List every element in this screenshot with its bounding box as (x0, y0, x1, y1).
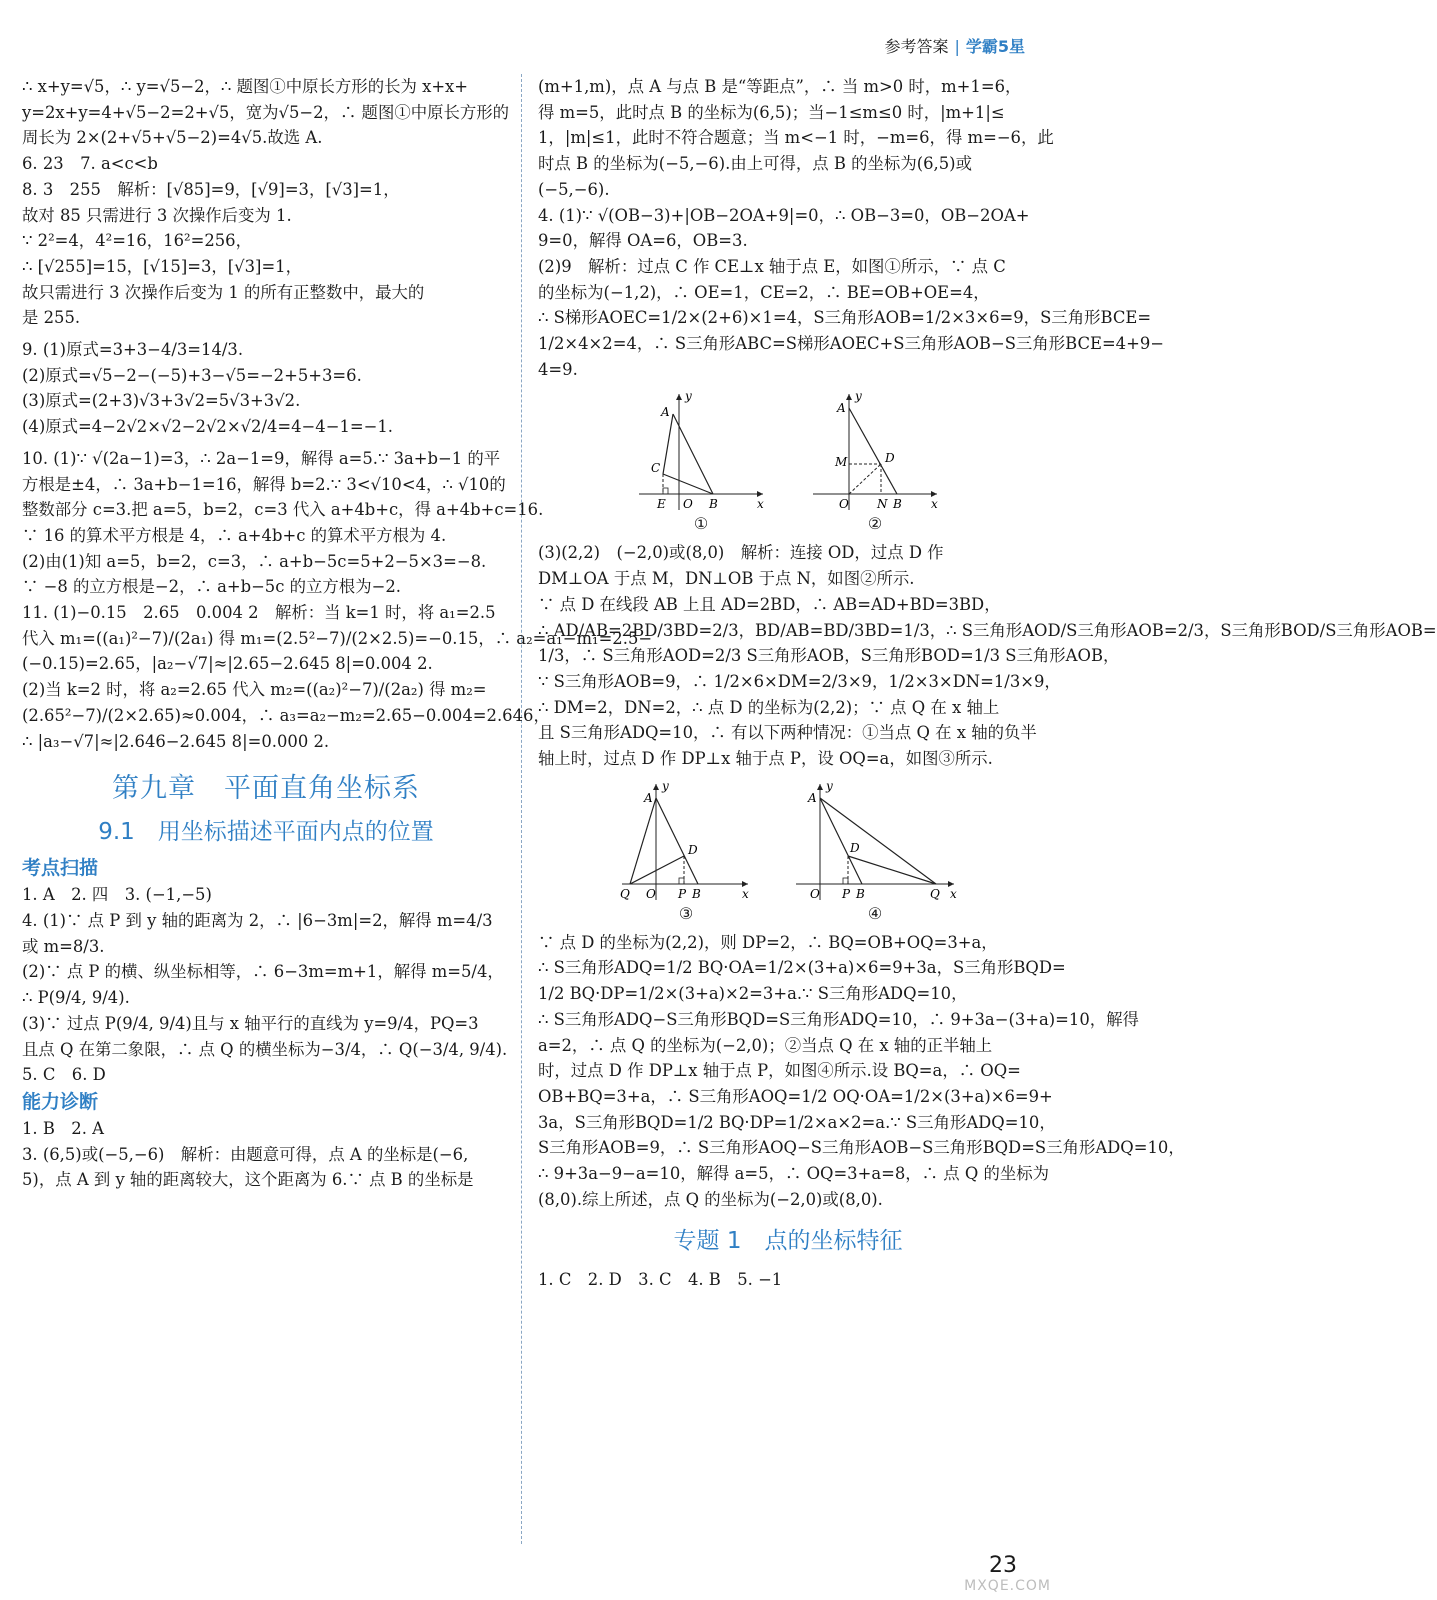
answer-line: 4=9. (538, 359, 578, 379)
header-ref: 参考答案 (884, 37, 949, 56)
nengli-heading: 能力诊断 (22, 1090, 99, 1113)
answer-line: 6. 23 7. a<c<b (22, 154, 158, 174)
fig3-label-d: D (688, 842, 698, 857)
answer-line: (−0.15)=2.65，|a₂−√7|≈|2.65−2.645 8|=0.004 2. (22, 654, 433, 674)
answer-line: (−5,−6). (538, 179, 610, 199)
answer-line: 9=0，解得 OA=6，OB=3. (538, 231, 748, 251)
answer-line: ∴ 9+3a−9−a=10，解得 a=5，∴ OQ=3+a=8，∴ 点 Q 的坐标为 (538, 1164, 1050, 1184)
answer-line: (8,0).综上所述，点 Q 的坐标为(−2,0)或(8,0). (538, 1189, 883, 1209)
fig4-label-y: y (826, 778, 833, 793)
answer-line: ∵ 16 的算术平方根是 4，∴ a+4b+c 的算术平方根为 4. (22, 525, 447, 545)
answer-line: 10. (1)∵ √(2a−1)=3，∴ 2a−1=9，解得 a=5.∵ 3a+b−1 的平 (22, 448, 501, 468)
answer-line: 1/3，∴ S三角形AOD=2/3 S三角形AOB，S三角形BOD=1/3 S三角形AOB， (538, 646, 1120, 666)
answer-line: 且点 Q 在第二象限，∴ 点 Q 的横坐标为−3/4，∴ Q(−3/4, 9/4). (22, 1039, 508, 1059)
answer-line: (3)原式=(2+3)√3+3√2=5√3+3√2. (22, 391, 301, 411)
fig4-label-p: P (842, 886, 851, 901)
kaodian-heading: 考点扫描 (22, 857, 99, 880)
fig2-label-x: x (931, 497, 938, 512)
fig4-label-q: Q (930, 886, 940, 901)
fig2-label-d: D (885, 451, 895, 466)
answer-line: ∵ −8 的立方根是−2，∴ a+b−5c 的立方根为−2. (22, 577, 401, 597)
figure-1 (631, 386, 771, 534)
chapter-title: 第九章 平面直角坐标系 (112, 773, 420, 805)
answer-line: (4)原式=4−2√2×√2−2√2×√2/4=4−4−1=−1. (22, 417, 393, 437)
fig3-label-p: P (678, 886, 687, 901)
figure-row-1 (538, 386, 1038, 534)
fig2-label-n: N (877, 497, 888, 512)
answer-line: 3. (6,5)或(−5,−6) 解析：由题意可得，点 A 的坐标是(−6, (22, 1144, 469, 1164)
answer-line: ∴ x+y=√5，∴ y=√5−2，∴ 题图①中原长方形的长为 x+x+ (22, 77, 469, 96)
figure-3 (616, 776, 756, 924)
answer-line: 是 255. (22, 308, 81, 328)
answer-line: y=2x+y=4+√5−2=2+√5，宽为√5−2，∴ 题图①中原长方形的 (22, 102, 510, 122)
answer-line: 1/2×4×2=4，∴ S三角形ABC=S梯形AOEC+S三角形AOB−S三角形BCE=4+9− (538, 334, 1165, 354)
answer-line: (2)原式=√5−2−(−5)+3−√5=−2+5+3=6. (22, 365, 362, 385)
answer-line: 1. A 2. 四 3. (−1,−5) (22, 885, 212, 905)
answer-line: OB+BQ=3+a，∴ S三角形AOQ=1/2 OQ·OA=1/2×(3+a)×6=9+ (538, 1086, 1053, 1106)
answer-line: 时点 B 的坐标为(−5,−6).由上可得，点 B 的坐标为(6,5)或 (538, 154, 972, 174)
fig1-label-e: E (657, 497, 666, 512)
fig4-label-x: x (950, 886, 957, 901)
answer-line: a=2，∴ 点 Q 的坐标为(−2,0)；②当点 Q 在 x 轴的正半轴上 (538, 1035, 993, 1055)
topic-answers: 1. C 2. D 3. C 4. B 5. −1 (538, 1269, 783, 1289)
answer-line: 整数部分 c=3.把 a=5，b=2，c=3 代入 a+4b+c，得 a+4b+c=16. (22, 500, 544, 520)
answer-line: ∴ DM=2，DN=2，∴ 点 D 的坐标为(2,2)；∵ 点 Q 在 x 轴上 (538, 697, 1000, 717)
answer-line: ∴ [√255]=15，[√15]=3，[√3]=1， (22, 256, 302, 276)
fig3-label-q: Q (620, 886, 630, 901)
fig4-label-d: D (850, 840, 860, 855)
answer-line: (2)9 解析：过点 C 作 CE⊥x 轴于点 E，如图①所示，∵ 点 C (538, 256, 1006, 276)
fig1-label-a: A (661, 405, 670, 420)
page-header (884, 34, 1025, 57)
topic-title: 专题 1 点的坐标特征 (673, 1227, 903, 1254)
answer-line: 故只需进行 3 次操作后变为 1 的所有正整数中，最大的 (22, 282, 425, 302)
answer-line: ∴ AD/AB=2BD/3BD=2/3，BD/AB=BD/3BD=1/3，∴ S三角形AOD/S三角形AOB=2/3，S三角形BOD/S三角形AOB= (538, 620, 1437, 640)
fig2-label-y: y (855, 389, 862, 404)
fig1-label-y: y (685, 389, 692, 404)
fig1-label-x: x (757, 497, 764, 512)
answer-line: 3a，S三角形BQD=1/2 BQ·DP=1/2×a×2=a.∵ S三角形ADQ=10， (538, 1112, 1056, 1132)
answer-line: (2)由(1)知 a=5，b=2，c=3，∴ a+b−5c=5+2−5×3=−8. (22, 551, 487, 571)
answer-line: 11. (1)−0.15 2.65 0.004 2 解析：当 k=1 时，将 a₁=2.5 (22, 603, 496, 623)
answer-line: (3)(2,2) (−2,0)或(8,0) 解析：连接 OD，过点 D 作 (538, 543, 944, 563)
fig4-label-o: O (810, 886, 820, 901)
answer-line: (2)当 k=2 时，将 a₂=2.65 代入 m₂=((a₂)²−7)/(2a₂) 得 m₂= (22, 680, 487, 700)
watermark: MXQE.COM (964, 1578, 1051, 1594)
fig2-label-a: A (837, 401, 846, 416)
fig2-label-m: M (835, 455, 848, 470)
answer-line: ∵ 点 D 在线段 AB 上且 AD=2BD，∴ AB=AD+BD=3BD， (538, 594, 1001, 614)
header-separator: | (954, 37, 960, 56)
fig4-label-b: B (856, 886, 865, 901)
fig1-label-o: O (683, 497, 693, 512)
fig3-label-x: x (742, 886, 749, 901)
fig3-label-a: A (644, 790, 653, 805)
answer-line: 故对 85 只需进行 3 次操作后变为 1. (22, 205, 292, 225)
answer-line: (m+1,m)，点 A 与点 B 是“等距点”，∴ 当 m>0 时，m+1=6， (538, 77, 1022, 96)
answer-line: 5. C 6. D (22, 1065, 106, 1085)
answer-line: 4. (1)∵ 点 P 到 y 轴的距离为 2，∴ |6−3m|=2，解得 m=4/3 (22, 910, 493, 930)
answer-line: 5)，点 A 到 y 轴的距离较大，这个距离为 6.∵ 点 B 的坐标是 (22, 1170, 474, 1190)
column-divider (521, 74, 522, 1544)
answer-line: ∴ S三角形ADQ=1/2 BQ·OA=1/2×(3+a)×6=9+3a，S三角形BQD= (538, 958, 1066, 978)
answer-line: 周长为 2×(2+√5+√5−2)=4√5.故选 A. (22, 128, 323, 148)
answer-line: ∵ S三角形AOB=9，∴ 1/2×6×DM=2/3×9，1/2×3×DN=1/3×9， (538, 671, 1061, 691)
figure-2 (805, 386, 945, 534)
answer-line: 且 S三角形ADQ=10，∴ 有以下两种情况：①当点 Q 在 x 轴的负半 (538, 723, 1037, 743)
fig3-label-b: B (692, 886, 701, 901)
fig1-label-b: B (709, 497, 718, 512)
fig1-label-c: C (651, 461, 661, 476)
answer-line: 得 m=5，此时点 B 的坐标为(6,5)；当−1≤m≤0 时，|m+1|≤ (538, 102, 1005, 122)
answer-line: DM⊥OA 于点 M，DN⊥OB 于点 N，如图②所示. (538, 569, 915, 589)
answer-line: ∴ |a₃−√7|≈|2.646−2.645 8|=0.000 2. (22, 731, 330, 751)
answer-line: ∴ P(9/4, 9/4). (22, 988, 130, 1008)
answer-line: (3)∵ 过点 P(9/4, 9/4)且与 x 轴平行的直线为 y=9/4，PQ=3 (22, 1013, 479, 1033)
answer-line: ∵ 点 D 的坐标为(2,2)，则 DP=2，∴ BQ=OB+OQ=3+a， (538, 932, 998, 952)
answer-line: ∵ 2²=4，4²=16，16²=256， (22, 231, 253, 251)
fig2-label-b: B (893, 497, 902, 512)
figure-4-caption: ④ (867, 903, 883, 923)
page-number: 23 (989, 1553, 1017, 1578)
answer-line: 时，过点 D 作 DP⊥x 轴于点 P，如图④所示.设 BQ=a，∴ OQ= (538, 1061, 1021, 1081)
header-brand: 学霸5星 (965, 37, 1025, 56)
answer-line: (2.65²−7)/(2×2.65)≈0.004，∴ a₃=a₂−m₂=2.65−0.004=2.646， (22, 705, 550, 725)
figure-row-2 (538, 776, 1038, 924)
fig4-label-a: A (808, 790, 817, 805)
answer-line: 1. B 2. A (22, 1118, 104, 1138)
answer-line: 8. 3 255 解析：[√85]=9，[√9]=3，[√3]=1， (22, 179, 400, 199)
fig3-label-o: O (646, 886, 656, 901)
answer-line: 9. (1)原式=3+3−4/3=14/3. (22, 340, 244, 360)
answer-line: 1，|m|≤1，此时不符合题意；当 m<−1 时，−m=6，得 m=−6，此 (538, 128, 1054, 148)
right-column (538, 74, 1437, 1292)
answer-line: 代入 m₁=((a₁)²−7)/(2a₁) 得 m₁=(2.5²−7)/(2×2.5)=−0.15，∴ a₂=a₁−m₁=2.5− (22, 628, 653, 648)
figure-3-caption: ③ (678, 903, 694, 923)
answer-line: 的坐标为(−1,2)，∴ OE=1，CE=2，∴ BE=OB+OE=4， (538, 282, 990, 302)
answer-line: ∴ S梯形AOEC=1/2×(2+6)×1=4，S三角形AOB=1/2×3×6=9，S三角形BCE= (538, 308, 1152, 328)
figure-4 (790, 776, 960, 924)
answer-line: 方根是±4，∴ 3a+b−1=16，解得 b=2.∵ 3<√10<4，∴ √10的 (22, 474, 506, 494)
answer-line: 或 m=8/3. (22, 936, 105, 956)
fig3-label-y: y (662, 778, 669, 793)
answer-line: 1/2 BQ·DP=1/2×(3+a)×2=3+a.∵ S三角形ADQ=10， (538, 984, 968, 1004)
figure-2-caption: ② (867, 514, 883, 534)
answer-line: S三角形AOB=9，∴ S三角形AOQ−S三角形AOB−S三角形BQD=S三角形ADQ=10， (538, 1138, 1185, 1158)
figure-1-caption: ① (693, 514, 709, 534)
fig2-label-o: O (839, 497, 849, 512)
answer-line: 4. (1)∵ √(OB−3)+|OB−2OA+9|=0，∴ OB−3=0，OB−2OA+ (538, 205, 1030, 225)
section-title: 9.1 用坐标描述平面内点的位置 (98, 819, 434, 846)
answer-line: 轴上时，过点 D 作 DP⊥x 轴于点 P，设 OQ=a，如图③所示. (538, 749, 993, 769)
answer-line: ∴ S三角形ADQ−S三角形BQD=S三角形ADQ=10，∴ 9+3a−(3+a)=10，解得 (538, 1009, 1139, 1029)
answer-line: (2)∵ 点 P 的横、纵坐标相等，∴ 6−3m=m+1，解得 m=5/4， (22, 962, 504, 982)
